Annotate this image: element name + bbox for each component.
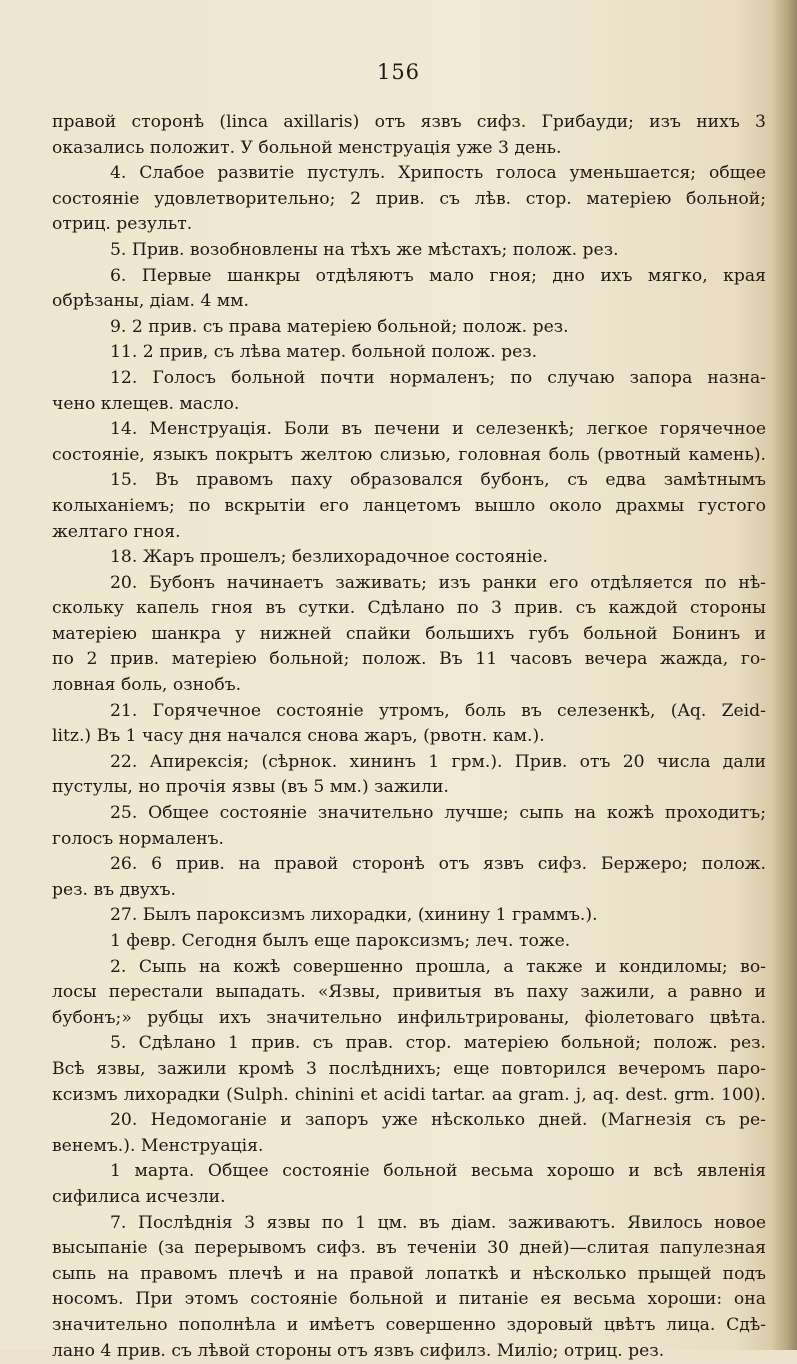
text-line: высыпаніе (за перерывомъ сифз. въ теченіи 30 дней)—слитая папулезная [52,1236,766,1262]
text-line: 27. Былъ пароксизмъ лихорадки, (хинину 1 граммъ.). [52,903,766,929]
text-line: ловная боль, ознобъ. [52,673,766,699]
text-line: 22. Апирексія; (сѣрнок. хининъ 1 грм.). Прив. отъ 20 числа дали [52,750,766,776]
text-line: 2. Сыпь на кожѣ совершенно прошла, а также и кондиломы; во- [52,955,766,981]
text-line: пустулы, но прочія язвы (въ 5 мм.) зажили. [52,775,766,801]
text-line: носомъ. При этомъ состояніе больной и питаніе ея весьма хороши: она [52,1287,766,1313]
text-line: litz.) Въ 1 часу дня начался снова жаръ, (рвотн. кам.). [52,724,766,750]
text-line: желтаго гноя. [52,520,766,546]
text-line: 12. Голосъ больной почти нормаленъ; по случаю запора назна- [52,366,766,392]
text-line: 1 марта. Общее состояніе больной весьма хорошо и всѣ явленія [52,1159,766,1185]
text-line: матеріею шанкра у нижней спайки большихъ губъ больной Бонинъ и [52,622,766,648]
text-line: 25. Общее состояніе значительно лучше; сыпь на кожѣ проходитъ; [52,801,766,827]
text-line: сифилиса исчезли. [52,1185,766,1211]
text-line: венемъ.). Менструація. [52,1134,766,1160]
text-line: рез. въ двухъ. [52,878,766,904]
text-line: 20. Бубонъ начинаетъ заживать; изъ ранки его отдѣляется по нѣ- [52,571,766,597]
text-line: состояніе удовлетворительно; 2 прив. съ лѣв. стор. матеріею больной; [52,187,766,213]
text-line: состояніе, языкъ покрытъ желтою слизью, головная боль (рвотный камень). [52,443,766,469]
page-text-body [52,110,766,1364]
text-line: 14. Менструація. Боли въ печени и селезенкѣ; легкое горячечное [52,417,766,443]
text-line: бубонъ;» рубцы ихъ значительно инфильтрированы, фіолетоваго цвѣта. [52,1006,766,1032]
text-line: Всѣ язвы, зажили кромѣ 3 послѣднихъ; еще повторился вечеромъ паро- [52,1057,766,1083]
text-line: лосы перестали выпадать. «Язвы, привитыя въ паху зажили, а равно и [52,980,766,1006]
text-line: чено клещев. масло. [52,392,766,418]
text-line: 20. Недомоганіе и запоръ уже нѣсколько дней. (Магнезія съ ре- [52,1108,766,1134]
text-line: 18. Жаръ прошелъ; безлихорадочное состояніе. [52,545,766,571]
text-line: 11. 2 прив, съ лѣва матер. больной полож. рез. [52,340,766,366]
text-line: значительно пополнѣла и имѣетъ совершенно здоровый цвѣтъ лица. Сдѣ- [52,1313,766,1339]
text-line: 6. Первые шанкры отдѣляютъ мало гноя; дно ихъ мягко, края [52,264,766,290]
text-line: правой сторонѣ (linca axillaris) отъ язвъ сифз. Грибауди; изъ нихъ 3 [52,110,766,136]
page-spine-shadow [771,0,797,1350]
text-line: оказались положит. У больной менструація уже 3 день. [52,136,766,162]
text-line: голосъ нормаленъ. [52,827,766,853]
text-line: 5. Сдѣлано 1 прив. съ прав. стор. матеріею больной; полож. рез. [52,1031,766,1057]
text-line: обрѣзаны, діам. 4 мм. [52,289,766,315]
text-line: 7. Послѣднія 3 язвы по 1 цм. въ діам. заживаютъ. Явилось новое [52,1211,766,1237]
text-line: скольку капель гноя въ сутки. Сдѣлано по 3 прив. съ каждой стороны [52,596,766,622]
text-line: колыханіемъ; по вскрытіи его ланцетомъ вышло около драхмы густого [52,494,766,520]
text-line: 5. Прив. возобновлены на тѣхъ же мѣстахъ; полож. рез. [52,238,766,264]
text-line: лано 4 прив. съ лѣвой стороны отъ язвъ сифилз. Миліо; отриц. рез. [52,1339,766,1364]
text-line: сыпь на правомъ плечѣ и на правой лопаткѣ и нѣсколько прыщей подъ [52,1262,766,1288]
text-line: 15. Въ правомъ паху образовался бубонъ, съ едва замѣтнымъ [52,468,766,494]
text-line: 21. Горячечное состояніе утромъ, боль въ селезенкѣ, (Aq. Zeid- [52,699,766,725]
text-line: 4. Слабое развитіе пустулъ. Хрипость голоса уменьшается; общее [52,161,766,187]
text-line: 9. 2 прив. съ права матеріею больной; полож. рез. [52,315,766,341]
page-number: 156 [0,60,797,84]
text-line: 26. 6 прив. на правой сторонѣ отъ язвъ сифз. Бержеро; полож. [52,852,766,878]
text-line: отриц. результ. [52,212,766,238]
text-line: ксизмъ лихорадки (Sulph. chinini et acidi tartar. aa gram. j, aq. dest. grm. 100). [52,1083,766,1109]
text-line: 1 февр. Сегодня былъ еще пароксизмъ; леч. тоже. [52,929,766,955]
text-line: по 2 прив. матеріею больной; полож. Въ 11 часовъ вечера жажда, го- [52,647,766,673]
